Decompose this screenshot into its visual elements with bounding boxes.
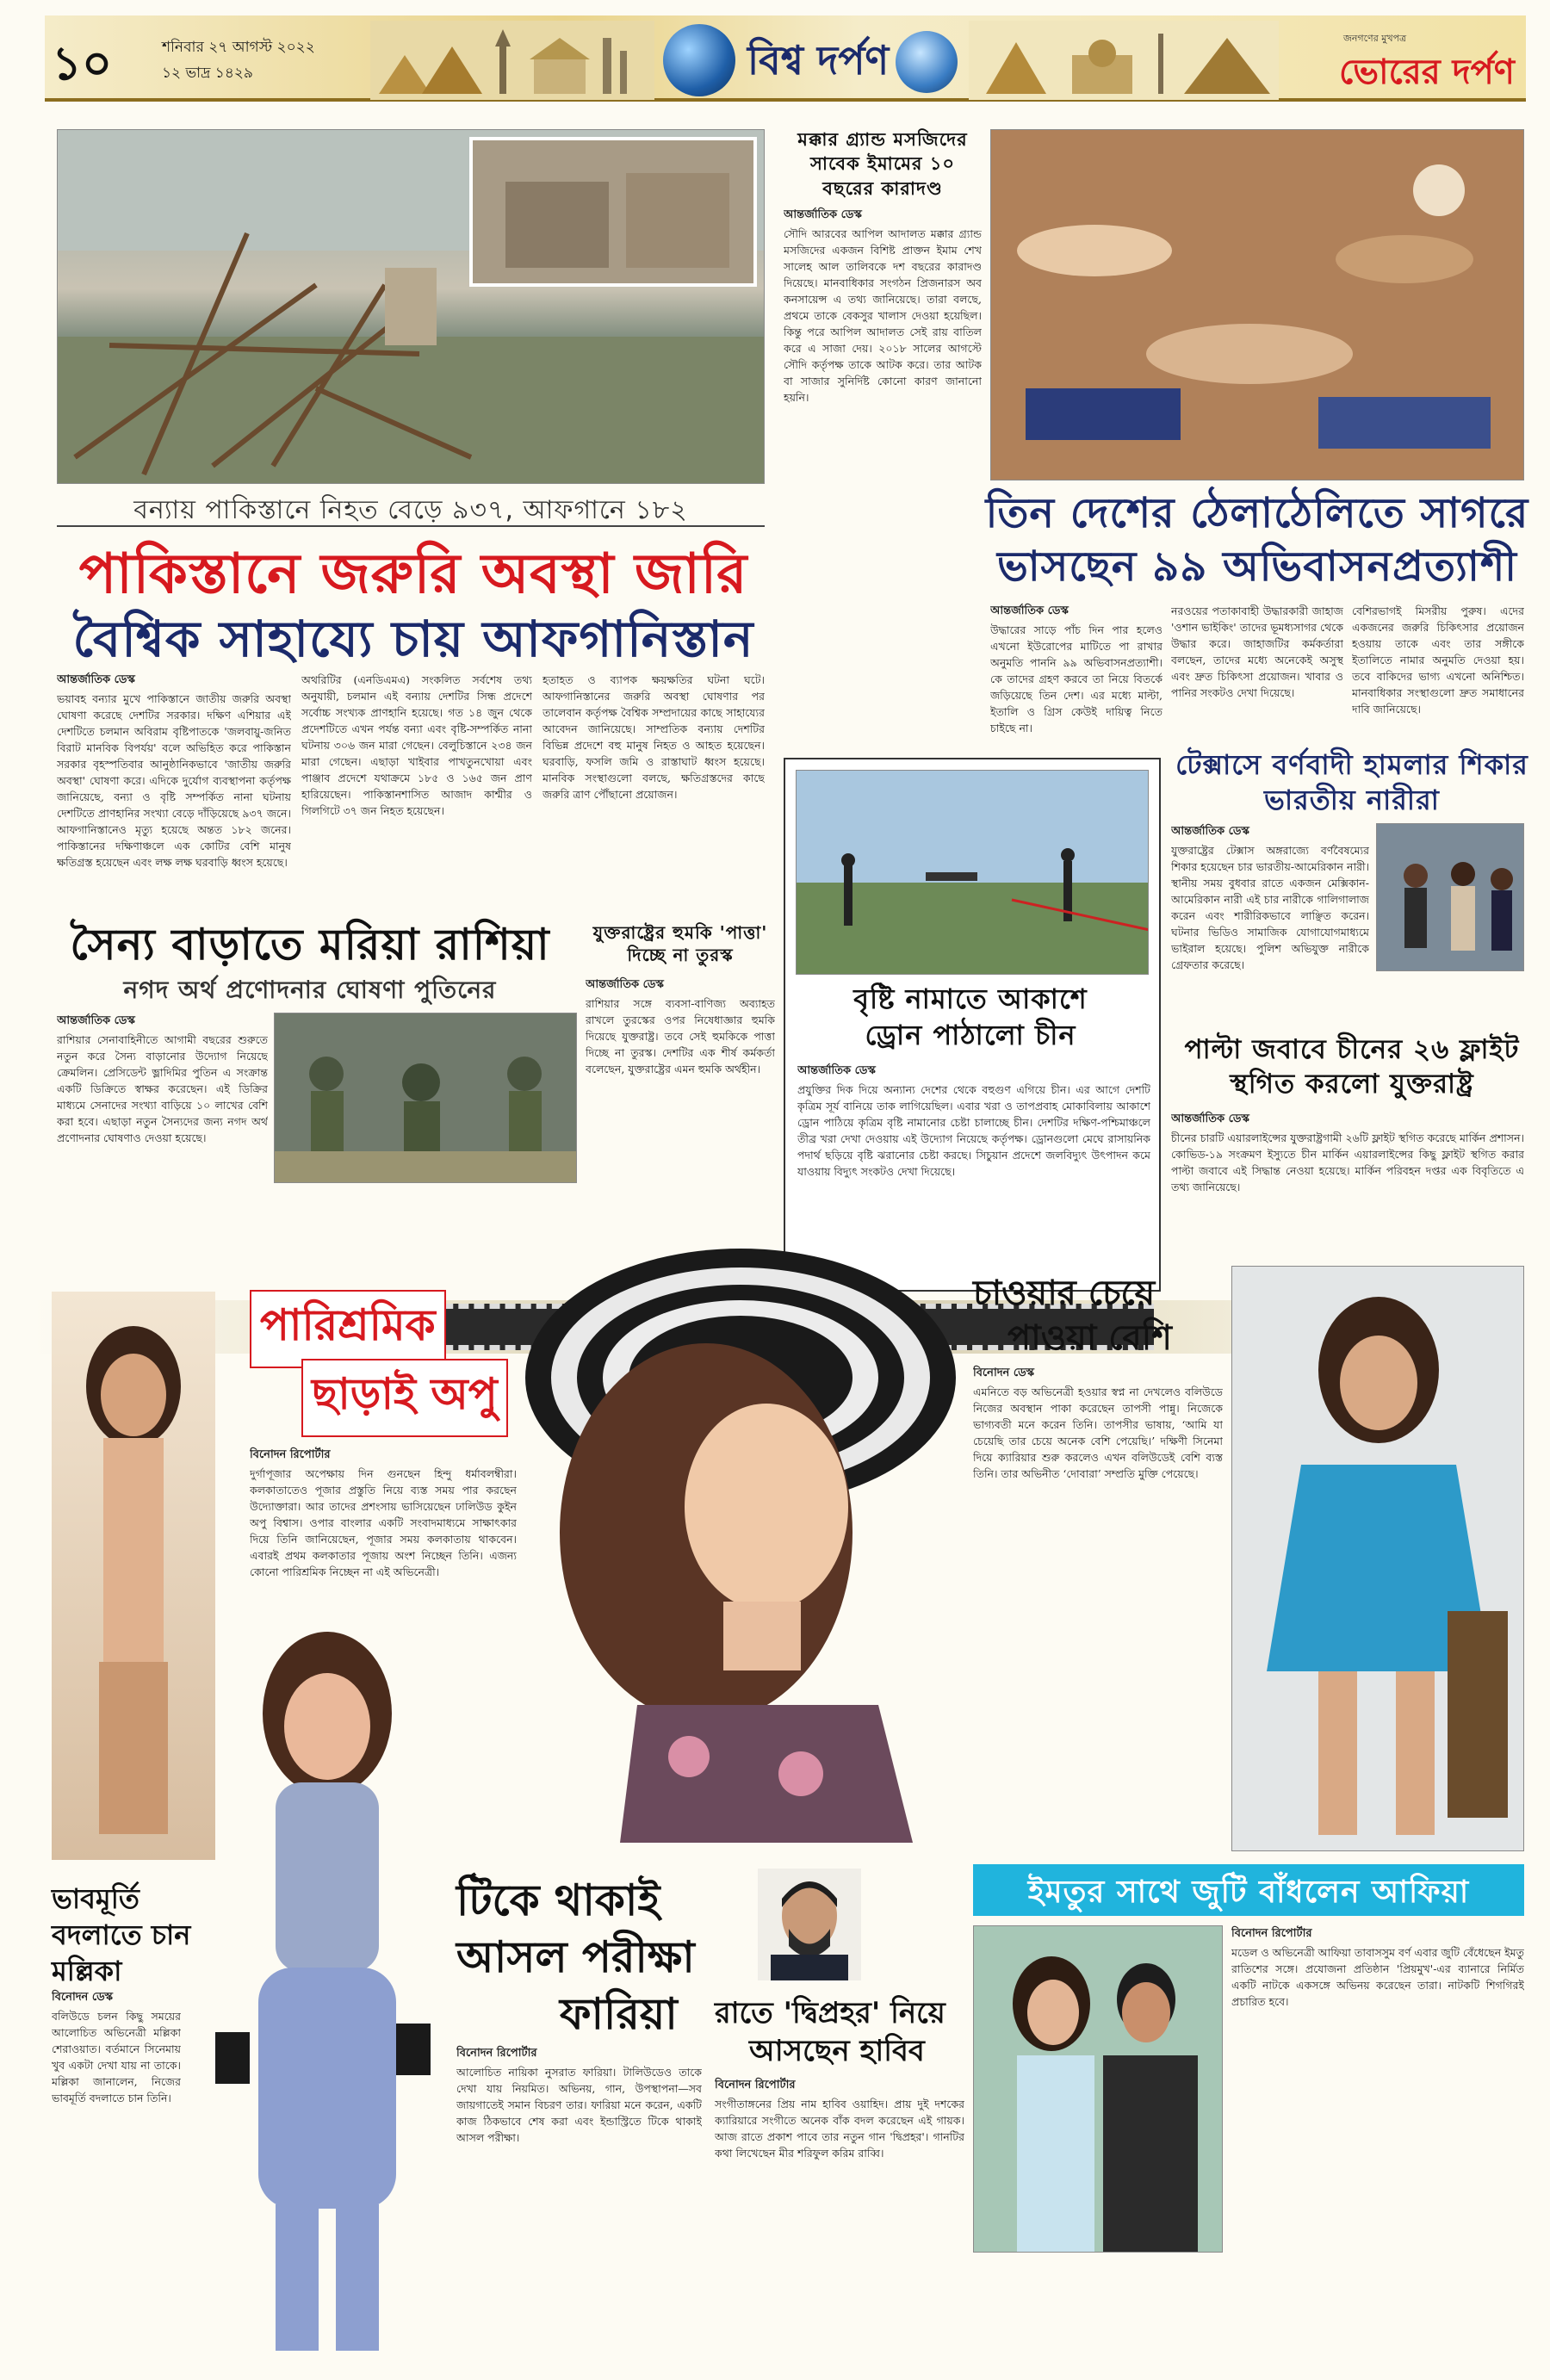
migrants-col-1 [990, 603, 1162, 736]
apu-portrait-photo [517, 1223, 964, 1843]
afia-couple-photo [973, 1925, 1223, 2253]
habib-headline-1: রাতে 'দ্বিপ্রহর' নিয়ে [715, 1996, 946, 2030]
divider [57, 525, 765, 527]
drone-box [784, 758, 1161, 1292]
taapsee-article [973, 1365, 1223, 1847]
desk-label: আন্তর্জাতিক ডেস্ক [1171, 825, 1249, 838]
article-text: বলিউডে চলন কিছু সময়ের আলোচিত অভিনেত্রী মল্লিকা শেরাওয়াত। বর্তমানে সিনেমায় খুব একটা দেখা যায় না তাকে। মল্লিকা জানালেন, নিজের ভাবমূর্তি বদলাতে চান তিনি। [52, 2009, 181, 2104]
desk-label: আন্তর্জাতিক ডেস্ক [57, 673, 135, 686]
faria-article [456, 2045, 702, 2355]
mallika-headline-3: মল্লিকা [52, 1955, 122, 1987]
taapsee-photo [1231, 1266, 1524, 1851]
article-text: দুর্গাপূজার অপেক্ষায় দিন গুনছেন হিন্দু ধর্মাবলম্বীরা। কলকাতাতেও পূজার প্রস্তুতি নিয়ে ব্যস্ত সময় পার করছেন উদ্যোক্তারা। আর তাদের প্রশংসায় ভাসিয়েছেন ঢালিউড কুইন অপু বিশ্বাস। ওপার বাংলার একটি সংবাদমাধ্যমে সাক্ষাৎকার দিয়ে তিনি জানিয়েছেন, পূজার সময় কলকাতায় থাকবেন। এবারই প্রথম কলকাতার পূজায় অংশ নিচ্ছেন তিনি। এজন্য কোনো পারিশ্রমিক নিচ্ছেন না এই অভিনেত্রী। [250, 1466, 517, 1578]
byline: বিনোদন রিপোর্টার [715, 2079, 796, 2092]
article-text: প্রযুক্তির দিক দিয়ে অন্যান্য দেশের থেকে বহুগুণ এগিয়ে চীন। এর আগে দেশটি কৃত্রিম সূর্য বানিয়ে তাক লাগিয়েছিল। এবার খরা ও তাপপ্রবাহ মোকাবিলায় আকাশে ড্রোন পাঠিয়ে কৃত্রিম বৃষ্টি নামানোর চেষ্টা চালাচ্ছে চীন। দেশটির দক্ষিণ-পশ্চিমাঞ্চলে তীব্র খরা দেখা দেওয়ায় এই উদ্যোগ নিয়েছে কর্তৃপক্ষ। ড্রোনগুলো মেঘে রাসায়নিক পদার্থ ছড়িয়ে বৃষ্টি ঝরানোর চেষ্টা করছে। সিচুয়ান প্রদেশে জলবিদ্যুৎ উৎপাদন কমে যাওয়ায় বিদ্যুৎ সংকটও দেখা দিয়েছে। [797, 1082, 1150, 1178]
apu-headline-2: ছাড়াই অপু [301, 1359, 508, 1437]
afia-headline: ইমতুর সাথে জুটি বাঁধলেন আফিয়া [1027, 1875, 1470, 1910]
globe-secondary-icon [896, 31, 958, 93]
desk-label: আন্তর্জাতিক ডেস্ক [586, 978, 664, 991]
flood-photo [57, 129, 765, 484]
date-line-2: ১২ ভাদ্র ১৪২৯ [162, 65, 253, 82]
russia-soldiers-photo [274, 1013, 577, 1183]
woman-gym-photo [181, 1619, 456, 2359]
russia-subhead: নগদ অর্থ প্রণোদনার ঘোষণা পুতিনের [123, 976, 497, 1004]
russia-headline: সৈন্য বাড়াতে মরিয়া রাশিয়া [70, 920, 550, 970]
texas-article [1171, 823, 1369, 1030]
article-text: রাশিয়ার সঙ্গে ব্যবসা-বাণিজ্য অব্যাহত রাখলে তুরস্কের ওপর নিষেধাজ্ঞার হুমকি দিয়েছে যুক্তরাষ্ট্র। তবে সেই হুমকিকে পাত্তা দিচ্ছে না তুরস্ক। দেশটির এক শীর্ষ কর্মকর্তা বলেছেন, যুক্তরাষ্ট্রের এমন হুমকি অর্থহীন। [586, 996, 775, 1075]
article-text: এমনিতে বড় অভিনেত্রী হওয়ার স্বপ্ন না দেখলেও বলিউডে নিজের অবস্থান পাকা করেছেন তাপসী পান্নু। নিজেকে ভাগ্যবতী মনে করেন তিনি। তাপসীর ভাষায়, ‘আমি যা চেয়েছি তার চেয়ে অনেক বেশি পেয়েছি।’ দক্ষিণী সিনেমা দিয়ে ক্যারিয়ার শুরু করলেও এখন বলিউডেই বেশি ব্যস্ত তিনি। তার অভিনীত ‘দোবারা’ সম্প্রতি মুক্তি পেয়েছে। [973, 1385, 1223, 1480]
flights-headline: পাল্টা জবাবে চীনের ২৬ ফ্লাইট স্থগিত করলো যুক্তরাষ্ট্র [1184, 1034, 1520, 1100]
landmarks-illustration-right [969, 21, 1279, 100]
article-text: রাশিয়ার সেনাবাহিনীতে আগামী বছরের শুরুতে নতুন করে সৈন্য বাড়ানোর উদ্যোগ নিয়েছে ক্রেমলিন। প্রেসিডেন্ট ভ্লাদিমির পুতিন এ সংক্রান্ত একটি ডিক্রিতে স্বাক্ষর করেছেন। এই ডিক্রির মাধ্যমে সেনাদের সংখ্যা বাড়িয়ে ১০ লাখের বেশি করা হবে। এছাড়া নতুন সৈন্যদের জন্য নগদ অর্থ প্রণোদনার ঘোষণাও দেওয়া হয়েছে। [57, 1032, 268, 1144]
page-number: ১০ [52, 36, 113, 90]
desk-label: আন্তর্জাতিক ডেস্ক [797, 1064, 876, 1077]
flights-article [1171, 1111, 1524, 1283]
world-landmarks-illustration [370, 21, 654, 100]
faria-headline-3: ফারিয়া [560, 1989, 678, 2039]
afia-article [1231, 1925, 1524, 2356]
faria-headline-2: আসল পরীক্ষা [456, 1932, 695, 1982]
mecca-article [784, 207, 982, 603]
globe-icon [663, 24, 735, 96]
article-text: উদ্ধারের সাড়ে পাঁচ দিন পার হলেও এখনো ইউরোপের মাটিতে পা রাখার অনুমতি পাননি ৯৯ অভিবাসনপ্রত্যাশী। কে তাদের গ্রহণ করবে তা নিয়ে বিতর্কে জড়িয়েছে তিন দেশ। এর মধ্যে মাল্টা, ইতালি ও গ্রিস কেউই দায়িত্ব নিতে চাইছে না। [990, 623, 1162, 734]
article-text: মডেল ও অভিনেত্রী আফিয়া তাবাসসুম বর্ণ এবার জুটি বেঁধেছেন ইমতু রাতিশের সঙ্গে। প্রযোজনা প্রতিষ্ঠান 'প্রিয়মুখ'-এর ব্যানারে নির্মিত একটি নাটকে একসঙ্গে অভিনয় করেছেন তারা। নাটকটি শিগগিরই প্রচারিত হবে। [1231, 1945, 1524, 2008]
byline: বিনোদন ডেস্ক [52, 1991, 114, 2004]
section-title: বিশ্ব দর্পণ [747, 37, 890, 84]
mallika-article [52, 1989, 181, 2359]
taapsee-headline-1: চাওয়ার চেয়ে [973, 1274, 1156, 1313]
migrants-photo [990, 129, 1524, 480]
pakistan-col-2: অথরিটির (এনডিএমএ) সংকলিত সর্বশেষ তথ্য অনুযায়ী, চলমান এই বন্যায় দেশটির সিন্ধ প্রদেশে সর্বোচ্চ সংখ্যক প্রাণহানি হয়েছে। গত ১৪ জুন থেকে প্রদেশটিতে এখন পর্যন্ত বন্যা এবং বৃষ্টি-সম্পর্কিত নানা ঘটনায় ৩০৬ জন মারা গেছেন। বেলুচিস্তানে ২৩৪ জন মারা গেছেন। এছাড়া খাইবার পাখতুনখোয়া এবং পাঞ্জাব প্রদেশে যথাক্রমে ১৮৫ ও ১৬৫ জন প্রাণ হারিয়েছেন। পাকিস্তানশাসিত আজাদ কাশ্মীর ও গিলগিটে ৩৭ জন নিহত হয়েছেন। [301, 673, 532, 817]
habib-article [715, 2077, 964, 2361]
migrants-headline-2: ভাসছেন ৯৯ অভিবাসনপ্রত্যাশী [996, 542, 1517, 591]
date-line-1: শনিবার ২৭ আগস্ট ২০২২ [162, 39, 315, 56]
article-text: চীনের চারটি এয়ারলাইন্সের যুক্তরাষ্ট্রগামী ২৬টি ফ্লাইট স্থগিত করেছে মার্কিন প্রশাসন। কোভিড-১৯ সংক্রমণ ইস্যুতে চীন মার্কিন এয়ারলাইন্সের কিছু ফ্লাইট স্থগিত করার পাল্টা জবাবে এই সিদ্ধান্ত নেওয়া হয়েছে। মার্কিন পরিবহন দপ্তর এক বিবৃতিতে এ তথ্য জানিয়েছে। [1171, 1131, 1524, 1193]
migrants-headline-1: তিন দেশের ঠেলাঠেলিতে সাগরে [985, 489, 1529, 537]
mecca-headline: মক্কার গ্র্যান্ড মসজিদের সাবেক ইমামের ১০ বছরের কারাদণ্ড [797, 129, 968, 199]
afghanistan-headline: বৈশ্বিক সাহায্যে চায় আফগানিস্তান [72, 610, 754, 668]
byline: বিনোদন ডেস্ক [973, 1367, 1035, 1379]
article-text: আলোচিত নায়িকা নুসরাত ফারিয়া। টালিউডেও তাকে দেখা যায় নিয়মিত। অভিনয়, গান, উপস্থাপনা—সব জায়গাতেই সমান বিচরণ তার। ফারিয়া মনে করেন, একটি কাজ ঠিকভাবে শেষ করা এবং ইন্ডাস্ট্রিতে টিকে থাকাই আসল পরীক্ষা। [456, 2065, 702, 2144]
pakistan-col-3: হতাহত ও ব্যাপক ক্ষয়ক্ষতির ঘটনা ঘটে। আফগানিস্তানের জরুরি অবস্থা ঘোষণার পর তালেবান কর্তৃপক্ষ বৈশ্বিক সম্প্রদায়ের কাছে সাহায্যের আবেদন জানিয়েছে। সাম্প্রতিক বন্যায় দেশটির বিভিন্ন প্রদেশে বহু মানুষ নিহত ও আহত হয়েছেন। ঘরবাড়ি, ফসলি জমি ও রাস্তাঘাট ধ্বংস হয়েছে। মানবিক সংস্থাগুলো বলছে, ক্ষতিগ্রস্তদের কাছে জরুরি ত্রাণ পৌঁছানো প্রয়োজন। [542, 673, 765, 801]
brand-logo: ভোরের দর্পণ [1339, 53, 1515, 92]
article-text: সংগীতাঙ্গনের প্রিয় নাম হাবিব ওয়াহিদ। প্রায় দুই দশকের ক্যারিয়ারে সংগীতে অনেক বাঁক বদল করেছেন এই গায়ক। আজ রাতে প্রকাশ পাবে তার নতুন গান 'দ্বিপ্রহর'। গানটির কথা লিখেছেন মীর শরিফুল করিম রাব্বি। [715, 2097, 964, 2160]
apu-headline-1: পারিশ্রমিক [250, 1290, 446, 1368]
mallika-headline-1: ভাবমূর্তি [52, 1882, 140, 1915]
pakistan-headline: পাকিস্তানে জরুরি অবস্থা জারি [78, 542, 748, 606]
habib-headline-2: আসছেন হাবিব [749, 2034, 925, 2068]
byline: বিনোদন রিপোর্টার [1231, 1927, 1312, 1940]
habib-photo [758, 1869, 861, 1980]
brand-tagline: জনগণের মুখপত্র [1343, 33, 1407, 44]
pakistan-col-1 [57, 672, 291, 908]
article-text: ভয়াবহ বন্যার মুখে পাকিস্তানে জাতীয় জরুরি অবস্থা ঘোষণা করেছে দেশটির সরকার। দক্ষিণ এশিয়ার এই দেশটিতে চলমান অবিরাম বৃষ্টিপাতকে 'জলবায়ু-জনিত বিরাট মানবিক বিপর্যয়' বলে অভিহিত করে পাকিস্তান সরকার বৃহস্পতিবার আনুষ্ঠানিকভাবে 'জাতীয় জরুরি অবস্থা' ঘোষণা করে। এদিকে দুর্যোগ ব্যবস্থাপনা কর্তৃপক্ষ জানিয়েছে, বন্যা ও বৃষ্টি সম্পর্কিত নানা ঘটনায় দেশটিতে প্রাণহানির সংখ্যা বেড়ে দাঁড়িয়েছে ৯৩৭ জনে। আফগানিস্তানেও মৃত্যু হয়েছে অন্তত ১৮২ জনের। পাকিস্তানের দক্ষিণাঞ্চলে এক কোটির বেশি মানুষ ক্ষতিগ্রস্ত হয়েছেন এবং লক্ষ লক্ষ ঘরবাড়ি ধ্বংস হয়েছে। [57, 691, 291, 869]
drone-headline: বৃষ্টি নামাতে আকাশে ড্রোন পাঠালো চীন [853, 982, 1088, 1051]
flood-caption: বন্যায় পাকিস্তানে নিহত বেড়ে ৯৩৭, আফগানে ১৮২ [133, 495, 688, 525]
turkey-headline: যুক্তরাষ্ট্রের হুমকি 'পাত্তা' দিচ্ছে না তুরস্ক [592, 922, 768, 965]
texas-women-photo [1376, 823, 1524, 971]
desk-label: আন্তর্জাতিক ডেস্ক [990, 604, 1069, 617]
byline: বিনোদন রিপোর্টার [456, 2047, 537, 2060]
article-text: যুক্তরাষ্ট্রের টেক্সাস অঙ্গরাজ্যে বর্ণবৈষম্যের শিকার হয়েছেন চার ভারতীয়-আমেরিকান নারী। স্থানীয় সময় বুধবার রাতে একজন মেক্সিকান-আমেরিকান নারী এই চার নারীকে গালিগালাজ করেন এবং শারীরিকভাবে লাঞ্ছিত করেন। ঘটনার ভিডিও সামাজিক যোগাযোগমাধ্যমে ভাইরাল হয়েছে। পুলিশ অভিযুক্ত নারীকে গ্রেফতার করেছে। [1171, 843, 1369, 971]
desk-label: আন্তর্জাতিক ডেস্ক [57, 1014, 135, 1027]
russia-col-1 [57, 1013, 268, 1280]
article-text: সৌদি আরবের আপিল আদালত মক্কার গ্র্যান্ড মসজিদের একজন বিশিষ্ট প্রাক্তন ইমাম শেখ সালেহ আল তালিবকে দশ বছরের কারাদণ্ড দিয়েছে। মানবাধিকার সংগঠন প্রিজনারস অব কনসায়েন্স এ তথ্য জানিয়েছে। তারা বলছে, প্রথমে তাকে বেকসুর খালাস দেওয়া হয়েছিল। কিন্তু পরে আপিল আদালত সেই রায় বাতিল করে এ সাজা দেয়। ২০১৮ সালের আগস্টে সৌদি কর্তৃপক্ষ তাকে আটক করে। তার আটক বা সাজার সুনির্দিষ্ট কোনো কারণ জানানো হয়নি। [784, 226, 982, 404]
taapsee-headline-2: পাওয়া বেশি [1008, 1318, 1172, 1358]
mallika-headline-2: বদলাতে চান [52, 1918, 191, 1951]
masthead [0, 0, 1550, 121]
migrants-col-3: বেশিরভাগই মিসরীয় পুরুষ। এদের একজনের জরুরি চিকিৎসার প্রয়োজন হওয়ায় তাকে এবং তার সঙ্গীকে ইতালিতে নামার অনুমতি দেওয়া হয়। তবে বাকিদের ভাগ্য এখনো অনিশ্চিত। মানবাধিকার সংস্থাগুলো দ্রুত সমাধানের দাবি জানিয়েছে। [1352, 604, 1524, 716]
desk-label: আন্তর্জাতিক ডেস্ক [784, 208, 862, 221]
drone-photo [796, 770, 1149, 975]
faria-headline-1: টিকে থাকাই [456, 1875, 660, 1925]
byline: বিনোদন রিপোর্টার [250, 1448, 331, 1461]
migrants-col-2: নরওয়ের পতাকাবাহী উদ্ধারকারী জাহাজ 'ওশান ভাইকিং' তাদের ভূমধ্যসাগর থেকে উদ্ধার করে। জাহাজটির কর্মকর্তারা বলছেন, তাদের মধ্যে অনেকেই অসুস্থ এবং দ্রুত চিকিৎসা প্রয়োজন। খাবার ও পানির সংকটও দেখা দিয়েছে। [1171, 604, 1343, 699]
texas-headline: টেক্সাসে বর্ণবাদী হামলার শিকার ভারতীয় নারীরা [1175, 748, 1528, 816]
desk-label: আন্তর্জাতিক ডেস্ক [1171, 1113, 1249, 1125]
